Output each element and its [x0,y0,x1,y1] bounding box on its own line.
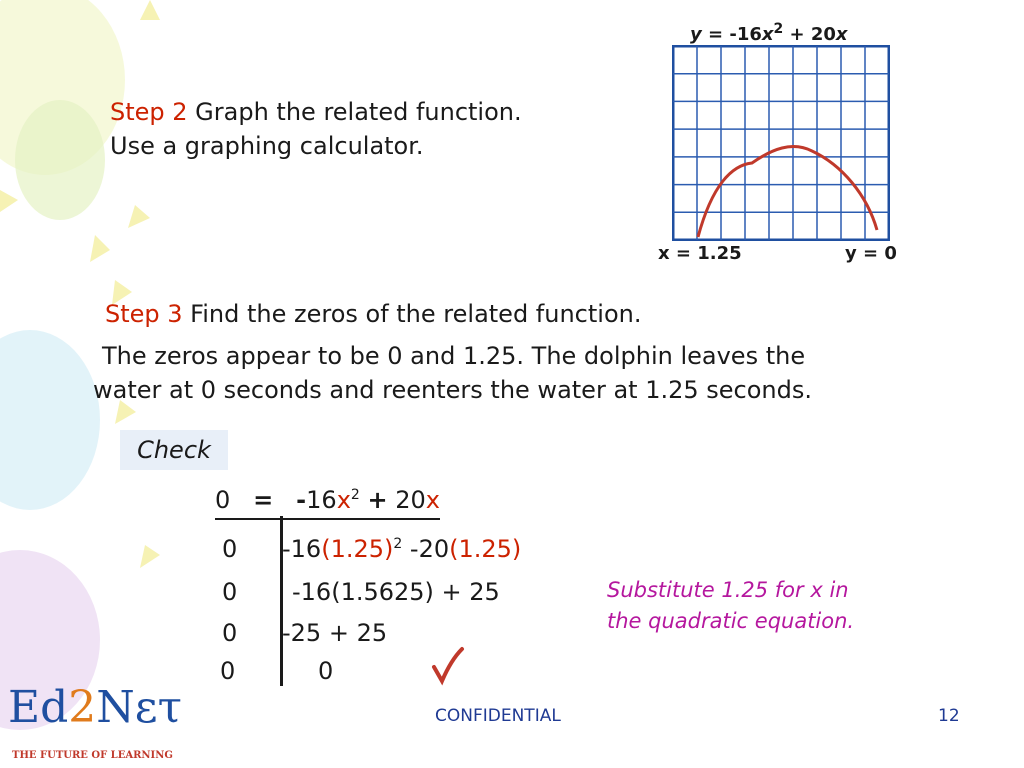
step2-line2: Use a graphing calculator. [110,132,424,160]
step3-line: Step 3 Find the zeros of the related function. [105,300,642,328]
checkmark-icon [428,645,468,687]
explanation-line2: water at 0 seconds and reenters the water at 1.25 seconds. [93,376,812,404]
graph-label-right: y = 0 [845,243,897,264]
row2-expression: -16(1.5625) + 25 [292,578,500,606]
step3-label: Step 3 [105,300,183,328]
row1-left: 0 [222,535,238,563]
row3-left: 0 [222,619,238,647]
step2-label: Step 2 [110,98,188,126]
row3-expression: -25 + 25 [282,619,388,647]
row1-expression: $-16(1.25)^2$ -20(1.25) [282,535,522,563]
explanation-line1: The zeros appear to be 0 and 1.25. The dolphin leaves the [102,342,806,370]
step2-line1: Step 2 Graph the related function. [110,98,522,126]
substitution-note [607,575,854,637]
note-line1: Substitute 1.25 for x in [607,578,849,602]
equation-header: 0 = $-16x^2 + 20x$ [215,484,440,520]
row4-expression: 0 [318,657,334,685]
graph-title: $y = -16x^2 + 20x$ [690,21,848,45]
check-label: Check [120,430,228,470]
footer-confidential: CONFIDENTIAL [435,706,561,726]
row4-left: 0 [220,657,236,685]
logo-tagline: THE FUTURE OF LEARNING [12,750,173,761]
graph-plot [672,45,890,241]
row2-left: 0 [222,578,238,606]
ed2net-logo: Ed2Nετ [8,682,182,733]
page-number: 12 [938,706,960,726]
note-line2: the quadratic equation. [607,609,855,633]
graph-label-left: x = 1.25 [658,243,742,264]
